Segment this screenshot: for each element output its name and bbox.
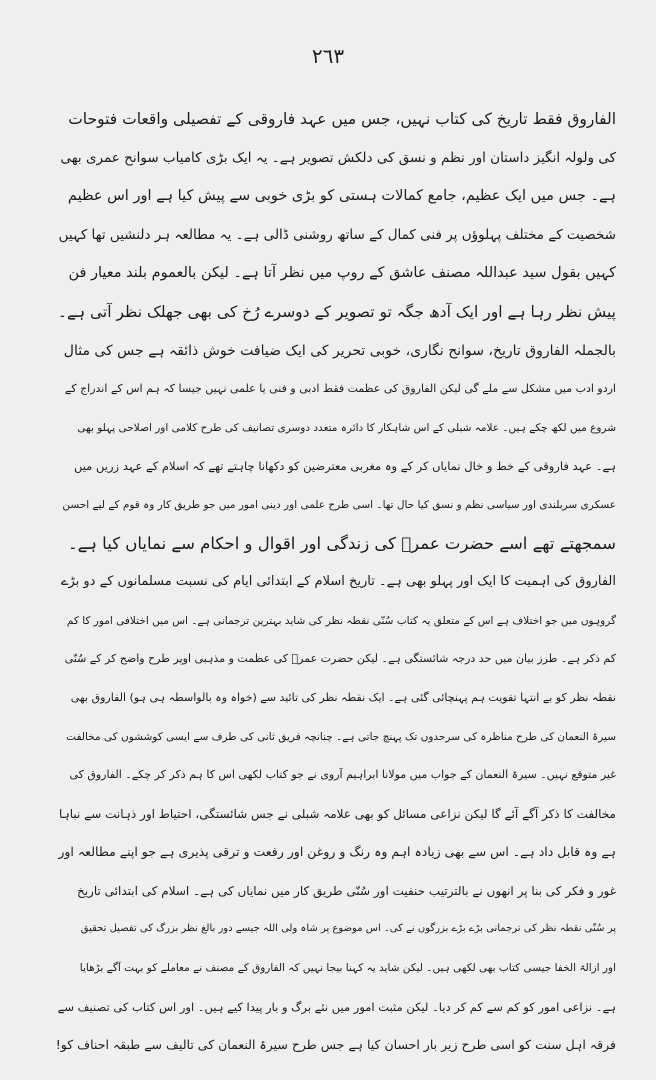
- text-line: بالجملہ الفاروق تاریخ، سوانح نگاری، خوبی تحریر کی ایک ضیافت خوش ذائقہ ہے جس کی مثال: [63, 342, 616, 359]
- text-line: ہے۔ جس میں ایک عظیم، جامع کمالات ہستی کو بڑی خوبی سے پیش کیا ہے اور اس عظیم: [67, 188, 616, 205]
- text-line: غور و فکر کی بنا پر انھوں نے بالترتیب حنفیت اور سُنّی طریق کار میں نمایاں کی ہے۔ اسلام کی ابتدائی تاریخ: [76, 883, 616, 898]
- text-line: کم ذکر ہے۔ طرز بیان میں حد درجہ شائستگی ہے۔ لیکن حضرت عمرؓ کی عظمت و مذہبی اوپر طرح واضح کر کے سُنّی: [64, 652, 616, 666]
- text-line: ہے۔ عہد فاروقی کے خط و خال نمایاں کر کے وہ مغربی معترضین کو دکھانا چاہتے تھے کہ اسلام کے عہد زریں میں: [73, 459, 616, 474]
- page-number: ٢٦٣: [311, 44, 345, 68]
- text-line: اردو ادب میں مشکل سے ملے گی لیکن الفاروق کی عظمت فقط ادبی و فنی یا علمی نہیں جیسا کہ ہم اس کے اندراج کے: [64, 382, 616, 396]
- text-line: کی ولولہ انگیز داستان اور نظم و نسق کی دلکش تصویر ہے۔ یہ ایک بڑی کامیاب سوانح عمری بھی: [60, 149, 616, 166]
- text-line: کہیں بقول سید عبداللہ مصنف عاشق کے روپ میں نظر آتا ہے۔ لیکن بالعموم بلند معیار فن: [68, 265, 616, 282]
- text-line: سیرۃ النعمان کی طرح مناظرہ کی سرحدوں تک پہنچ جاتی ہے۔ چنانچہ فریق ثانی کی طرف سے ایسی کوششوں کی مخالفت: [66, 730, 616, 743]
- body-text: [56, 100, 616, 1060]
- text-line: الفاروق فقط تاریخ کی کتاب نہیں، جس میں عہد فاروقی کے تفصیلی واقعات فتوحات: [68, 110, 616, 128]
- text-line: عسکری سربلندی اور سیاسی نظم و نسق کیا حال تھا۔ اسی طرح علمی اور دینی امور میں جو طریق کار وہ قوم کے لیے احسن: [62, 498, 616, 511]
- text-line: غیر متوقع نہیں۔ سیرۃ النعمان کے جواب میں مولانا ابراہیم آروی نے جو کتاب لکھی اس کا ہم ذکر کر چکے۔ الفاروق کی: [69, 768, 616, 782]
- text-line: مخالفت کا ذکر آگے آئے گا لیکن نزاعی مسائل کو بھی علامہ شبلی نے جس شائستگی، احتیاط اور ذہانت سے نباہا: [59, 806, 616, 821]
- text-line: شخصیت کے مختلف پہلوؤں پر فنی کمال کے ساتھ روشنی ڈالی ہے۔ یہ مطالعہ ہر دلنشیں تھا کہیں: [58, 226, 616, 243]
- text-line: شروع میں لکھ چکے ہیں۔ علامہ شبلی کے اس شاہکار کا دائرہ متعدد دوسری تصانیف کی طرح کلامی اور اصلاحی پہلو بھی: [77, 421, 616, 434]
- text-line: الفاروق کی اہمیت کا ایک اور پہلو بھی ہے۔ تاریخ اسلام کے ابتدائی ایام کی نسبت مسلمانوں کے دو بڑے: [60, 574, 616, 590]
- text-line: گروہوں میں جو اختلاف ہے اس کے متعلق یہ کتاب سُنّی نقطہ نظر کی شاید بہترین ترجمانی ہے۔ اس میں اختلافی امور کا کم: [66, 614, 616, 627]
- text-line: ہے۔ نزاعی امور کو کم سے کم کر دیا۔ لیکن مثبت امور میں نئے برگ و بار پیدا کیے ہیں۔ اور اس کتاب کی تصنیف سے: [57, 999, 616, 1014]
- text-line: اور ازالۃ الخفا جیسی کتاب بھی لکھی ہیں۔ لیکن شاید یہ کہنا بیجا نہیں کہ الفاروق کے مصنف نے معاملے کو بہت آگے بڑھایا: [79, 962, 616, 975]
- text-line: سمجھتے تھے اسے حضرت عمرؓ کی زندگی اور اقوال و احکام سے نمایاں کیا ہے۔: [67, 533, 616, 553]
- text-line: پر سُنّی نقطہ نظر کی ترجمانی بڑے بڑے بزرگوں نے کی۔ اس موضوع پر شاہ ولی اللہ جیسے دور بالغ نظر بزرگ کی تفصیل تحقیق: [80, 923, 616, 935]
- text-line: ہے وہ قابل داد ہے۔ اس سے بھی زیادہ اہم وہ رنگ و روغن اور رفعت و ترقی پذیری ہے جو اپنے مطالعہ اور: [58, 844, 616, 860]
- text-line: نقطہ نظر کو بے انتہا تقویت ہم پہنچائی گئی ہے۔ ایک نقطہ نظر کی تائید سے (خواہ وہ بالواسطہ ہی ہو) الفاروق بھی: [70, 690, 616, 704]
- text-line: پیش نظر رہا ہے اور ایک آدھ جگہ تو تصویر کے دوسرے رُخ کی بھی جھلک نظر آتی ہے۔: [57, 302, 616, 321]
- text-line: فرقہ اہل سنت کو اسی طرح زیر بار احسان کیا ہے جس طرح سیرۃ النعمان کی تالیف سے طبقہ احناف کو!: [56, 1037, 616, 1053]
